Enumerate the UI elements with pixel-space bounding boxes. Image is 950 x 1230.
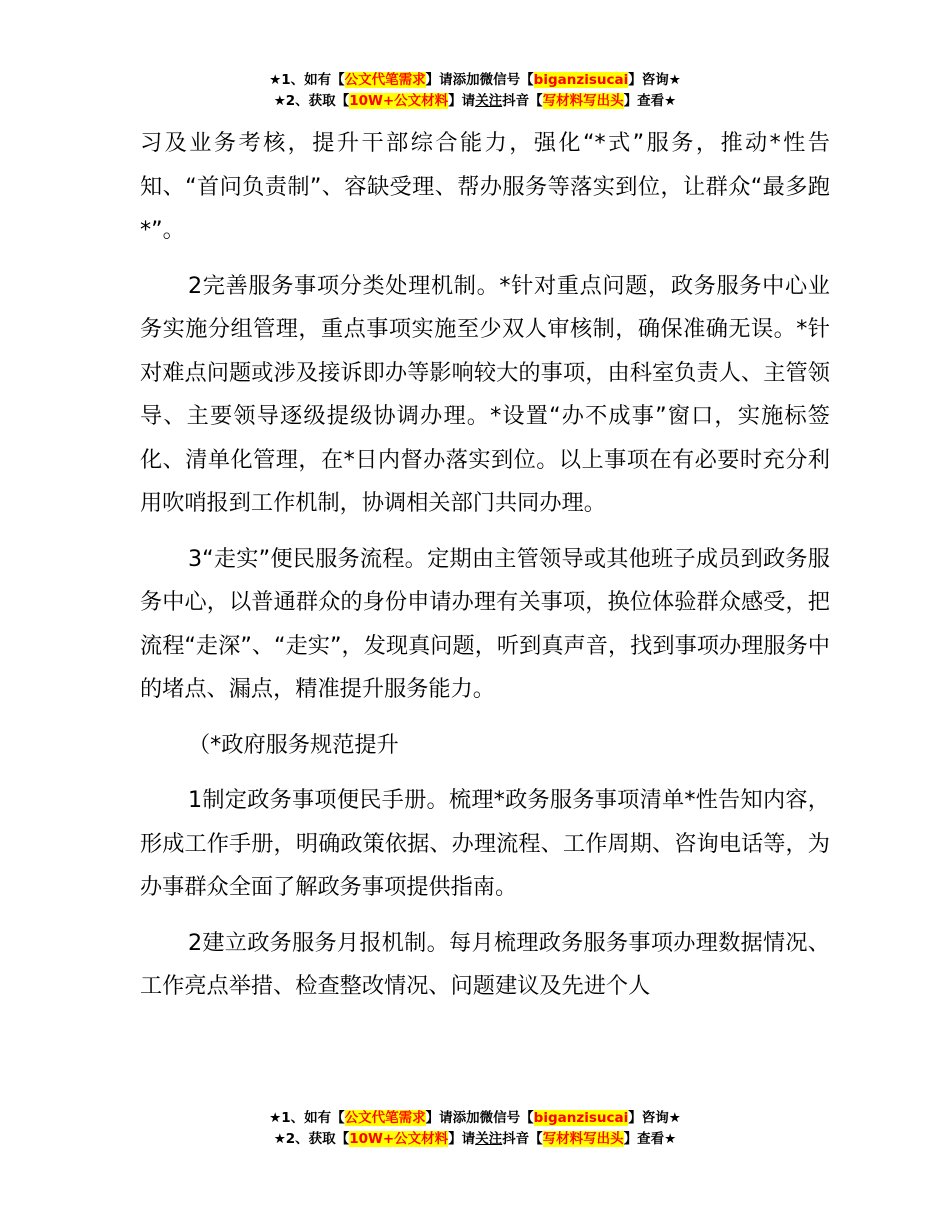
- banner-text: 】请: [425, 72, 453, 88]
- banner-line-1: [0, 1108, 950, 1129]
- banner-highlight: 公文代笔需求: [344, 1110, 426, 1126]
- paragraph: 2完善服务事项分类处理机制。*针对重点问题，政务服务中心业务实施分组管理，重点事项实施至少双人审核制，确保准确无误。*针对难点问题或涉及接诉即办等影响较大的事项，由科室负责人、主管领导、主要领导逐级提级协调办理。*设置“办不成事”窗口，实施标签化、清单化管理，在*日内督办落实到位。以上事项在有必要时充分利用吹哨报到工作机制，协调相关部门共同办理。: [140, 272, 830, 516]
- banner-emphasis: 关注: [475, 1131, 503, 1147]
- banner-highlight: 写材料写出头: [542, 1131, 624, 1147]
- banner-highlight: 写材料写出头: [542, 93, 624, 109]
- banner-highlight: biganzisucai: [533, 1110, 629, 1126]
- header-banner: [0, 70, 950, 112]
- paragraph: 3“走实”便民服务流程。定期由主管领导或其他班子成员到政务服务中心，以普通群众的身份申请办理有关事项，换位体验群众感受，把流程“走深”、“走实”，发现真问题，听到真声音，找到事项办理服务中的堵点、漏点，精准提升服务能力。: [140, 545, 830, 702]
- banner-text: ★2、获取【: [273, 93, 350, 109]
- banner-highlight: 10W+公文材料: [349, 93, 449, 109]
- banner-emphasis: 关注: [475, 93, 503, 109]
- banner-line-1: [0, 70, 950, 91]
- banner-emphasis: 添加: [452, 72, 480, 88]
- section-heading: （*政府服务规范提升: [188, 731, 399, 758]
- banner-text: ★2、获取【: [273, 1131, 350, 1147]
- banner-highlight: biganzisucai: [533, 72, 629, 88]
- paragraph: 1制定政务事项便民手册。梳理*政务服务事项清单*性告知内容，形成工作手册，明确政策依据、办理流程、工作周期、咨询电话等，为办事群众全面了解政务事项提供指南。: [140, 787, 830, 900]
- banner-text: 】查看★: [623, 1131, 677, 1147]
- banner-highlight: 公文代笔需求: [344, 72, 426, 88]
- banner-text: 抖音【: [502, 1131, 543, 1147]
- banner-text: 微信号【: [479, 1110, 534, 1126]
- paragraph: 2建立政务服务月报机制。每月梳理政务服务事项办理数据情况、工作亮点举措、检查整改情况、问题建议及先进个人: [140, 929, 830, 999]
- banner-highlight: 10W+公文材料: [349, 1131, 449, 1147]
- banner-text: 】咨询★: [628, 72, 681, 88]
- banner-line-2: [0, 91, 950, 112]
- banner-emphasis: 添加: [452, 1110, 480, 1126]
- banner-text: 抖音【: [502, 93, 543, 109]
- footer-banner: [0, 1108, 950, 1150]
- banner-text: 】请: [425, 1110, 453, 1126]
- document-body: [140, 122, 830, 1021]
- banner-text: 】咨询★: [628, 1110, 681, 1126]
- banner-line-2: [0, 1129, 950, 1150]
- banner-text: 微信号【: [479, 72, 534, 88]
- banner-text: ★1、如有【: [269, 72, 345, 88]
- banner-text: 】请: [448, 93, 476, 109]
- paragraph: 习及业务考核，提升干部综合能力，强化“*式”服务，推动*性告知、“首问负责制”、容缺受理、帮办服务等落实到位，让群众“最多跑*”。: [140, 130, 830, 243]
- banner-text: ★1、如有【: [269, 1110, 345, 1126]
- banner-text: 】请: [448, 1131, 476, 1147]
- banner-text: 】查看★: [623, 93, 677, 109]
